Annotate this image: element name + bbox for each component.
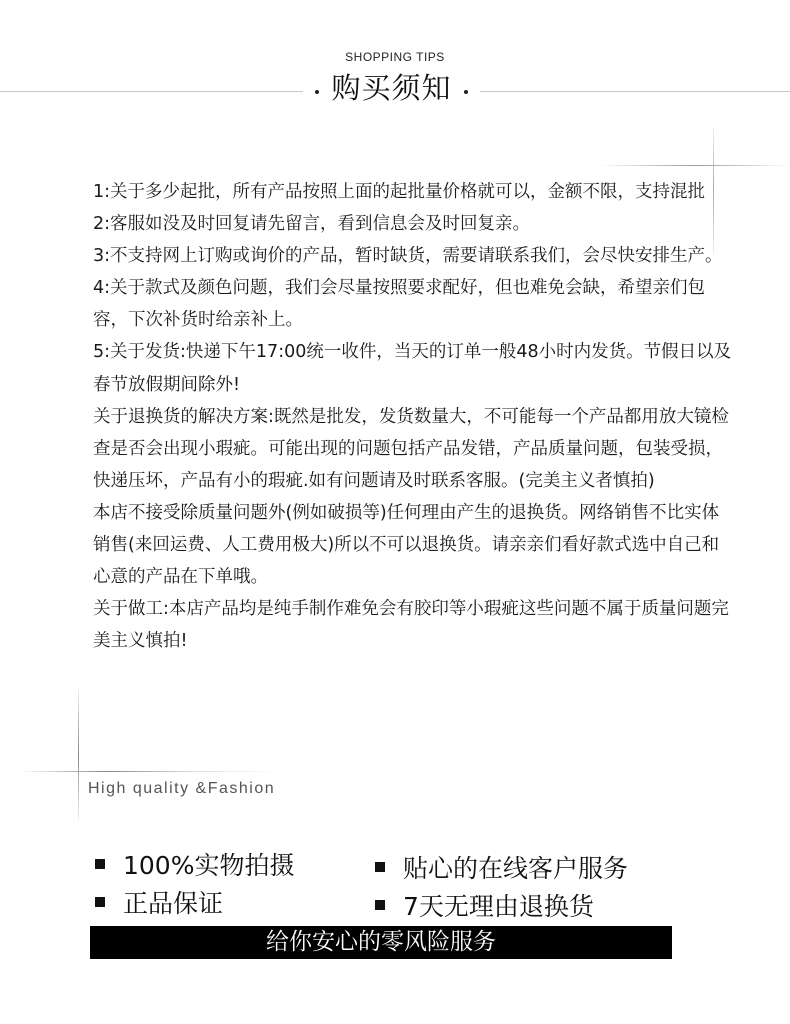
feature-item	[375, 849, 628, 885]
note-item: 关于做工:本店产品均是纯手制作难免会有胶印等小瑕疵这些问题不属于质量问题完美主义慎拍!	[93, 599, 729, 652]
feature-item	[95, 884, 223, 920]
note-item: 4:关于款式及颜色问题，我们会尽量按照要求配好，但也难免会缺，希望亲们包容，下次补货时给亲补上。	[93, 278, 706, 331]
feature-item	[95, 846, 294, 882]
header	[0, 0, 790, 130]
note-item: 1:关于多少起批，所有产品按照上面的起批量价格就可以，金额不限，支持混批	[93, 182, 706, 202]
square-bullet-icon	[375, 862, 385, 872]
note-item: 关于退换货的解决方案:既然是批发，发货数量大，不可能每一个产品都用放大镜检查是否会出现小瑕疵。可能出现的问题包括产品发错，产品质量问题，包装受损，快递压坏，产品有小的瑕疵.如有问题请及时联系客服。(完美主义者慎拍)	[93, 406, 729, 491]
feature-label: 贴心的在线客户服务	[403, 854, 629, 883]
square-bullet-icon	[375, 900, 385, 910]
service-banner: 给你安心的零风险服务	[90, 926, 672, 959]
note-item: 2:客服如没及时回复请先留言，看到信息会及时回复亲。	[93, 214, 531, 235]
feature-label: 正品保证	[123, 889, 224, 918]
square-bullet-icon	[95, 859, 105, 869]
divider-left	[0, 91, 303, 92]
feature-label: 100%实物拍摄	[123, 851, 295, 880]
note-item: 3:不支持网上订购或询价的产品，暂时缺货，需要请联系我们，会尽快安排生产。	[93, 246, 723, 267]
dot-icon	[315, 90, 319, 94]
dot-icon	[464, 90, 468, 94]
feature-label: 7天无理由退换货	[403, 892, 594, 921]
page-title: 购买须知	[331, 70, 452, 105]
decorative-line	[20, 771, 280, 772]
note-item: 本店不接受除质量问题外(例如破损等)任何理由产生的退换货。网络销售不比实体销售(来回运费、人工费用极大)所以不可以退换货。请亲亲们看好款式选中自己和心意的产品在下单哦。	[93, 502, 720, 588]
tagline: High quality &Fashion	[88, 780, 276, 797]
square-bullet-icon	[95, 897, 105, 907]
note-item: 5:关于发货:快递下午17:00统一收件，当天的订单一般48小时内发货。节假日以及春节放假期间除外!	[93, 342, 732, 395]
decorative-line	[600, 165, 790, 166]
decorative-line	[78, 690, 79, 820]
notes-content	[93, 176, 733, 657]
divider-right	[480, 91, 790, 92]
title-row	[303, 66, 480, 106]
feature-item	[375, 887, 594, 923]
subtitle: SHOPPING TIPS	[345, 50, 445, 64]
